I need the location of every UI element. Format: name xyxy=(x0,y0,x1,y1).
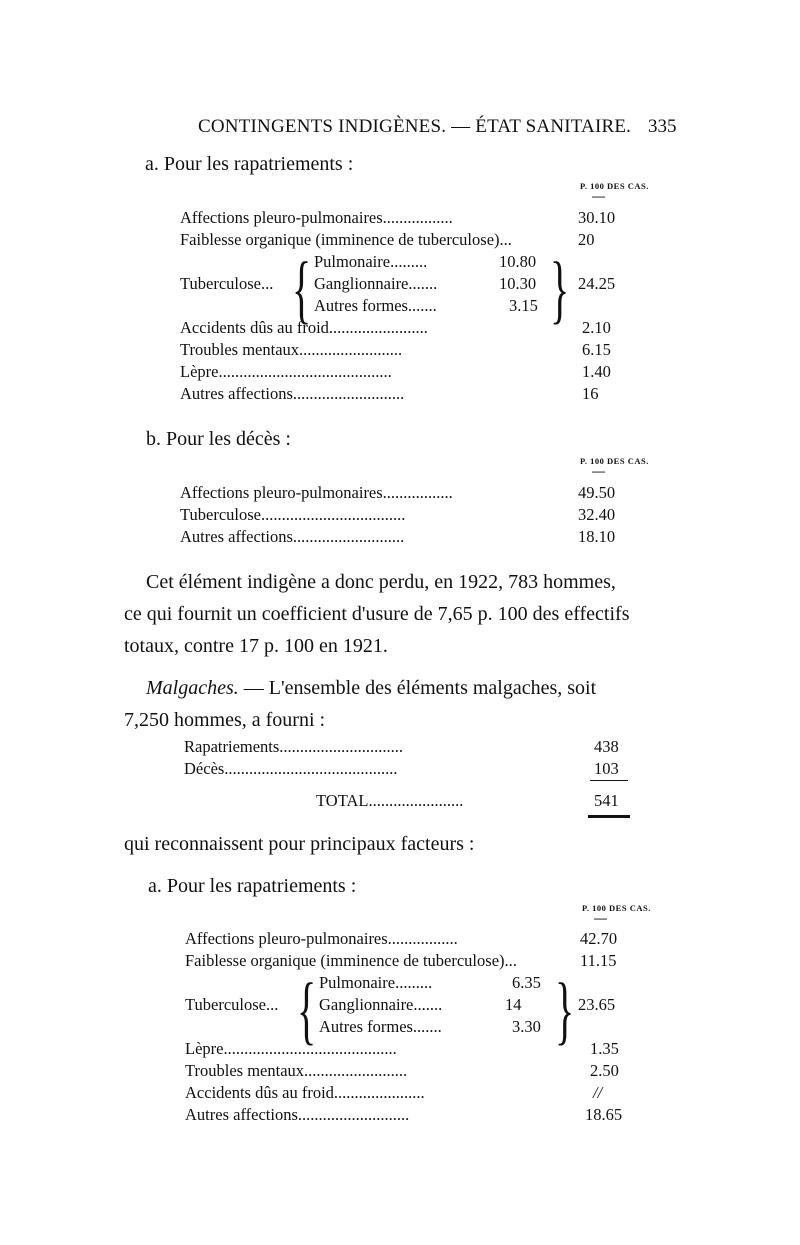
sub-row xyxy=(314,273,554,295)
row-value: 1.35 xyxy=(590,1039,619,1058)
table-row xyxy=(180,339,640,361)
paragraph-line: Cet élément indigène a donc perdu, en 1922, 783 hommes, xyxy=(146,571,616,593)
sub-row-value: 10.80 xyxy=(499,252,537,271)
sub-row xyxy=(319,1016,559,1038)
row-label: Lèpre.......................................... xyxy=(185,1039,397,1058)
tuberculose-total: 23.65 xyxy=(578,995,616,1014)
sub-row-value: 3.30 xyxy=(512,1017,541,1036)
row-label: Accidents dûs au froid...................... xyxy=(185,1083,425,1102)
row-label: Affections pleuro-pulmonaires................. xyxy=(180,483,453,502)
table-row xyxy=(185,1060,645,1082)
table-totals xyxy=(184,736,644,826)
row-value: 6.15 xyxy=(582,340,611,359)
table-row xyxy=(180,504,640,526)
table-s1 xyxy=(180,207,640,407)
row-value: 16 xyxy=(582,384,599,403)
running-title: CONTINGENTS INDIGÈNES. — ÉTAT SANITAIRE. xyxy=(198,116,632,137)
row-label: Faiblesse organique (imminence de tuberculose)... xyxy=(180,230,512,249)
row-value: 2.10 xyxy=(582,318,611,337)
row-label: Troubles mentaux......................... xyxy=(180,340,403,359)
section-title-s1: a. Pour les rapatriements : xyxy=(145,153,354,175)
table-row xyxy=(185,950,645,972)
table-row xyxy=(180,383,640,405)
row-value: 18.65 xyxy=(585,1105,623,1124)
row-value: 1.40 xyxy=(582,362,611,381)
column-header-s2: P. 100 DES CAS. xyxy=(580,456,649,466)
row-value: 11.15 xyxy=(580,951,617,970)
row-value: 2.50 xyxy=(590,1061,619,1080)
right-brace: } xyxy=(550,246,570,332)
sub-row-label: Pulmonaire......... xyxy=(319,973,433,992)
row-label: Affections pleuro-pulmonaires................. xyxy=(180,208,453,227)
table-s2 xyxy=(180,482,640,548)
sub-row xyxy=(319,994,559,1016)
column-header-s3: P. 100 DES CAS. xyxy=(582,903,651,913)
row-label: Faiblesse organique (imminence de tuberculose)... xyxy=(185,951,517,970)
paragraph-line: ce qui fournit un coefficient d'usure de 7,65 p. 100 des effectifs xyxy=(124,603,630,625)
sub-row-value: 14 xyxy=(505,995,522,1014)
row-value: 18.10 xyxy=(578,527,616,546)
total-rule xyxy=(588,815,630,818)
table-row xyxy=(180,229,640,251)
table-row xyxy=(185,928,645,950)
row-value: 49.50 xyxy=(578,483,616,502)
row-label: Accidents dûs au froid........................ xyxy=(180,318,428,337)
tuberculose-label: Tuberculose... xyxy=(185,995,279,1014)
column-dash-s1: — xyxy=(592,188,605,203)
table-row xyxy=(185,1104,645,1126)
section-title-s3: a. Pour les rapatriements : xyxy=(148,875,357,897)
table-row xyxy=(180,317,640,339)
row-label: Affections pleuro-pulmonaires................. xyxy=(185,929,458,948)
table-row xyxy=(180,207,640,229)
sum-rule xyxy=(590,780,628,781)
row-value: 32.40 xyxy=(578,505,616,524)
tuberculose-label: Tuberculose... xyxy=(180,274,274,293)
table-row xyxy=(185,1082,645,1104)
row-label: Autres affections........................... xyxy=(185,1105,410,1124)
tuberculose-total: 24.25 xyxy=(578,274,616,293)
row-label: Tuberculose................................... xyxy=(180,505,406,524)
paragraph-text: — L'ensemble des éléments malgaches, soit xyxy=(238,677,597,699)
row-label: Troubles mentaux......................... xyxy=(185,1061,408,1080)
sub-row-value: 6.35 xyxy=(512,973,541,992)
column-dash-s2: — xyxy=(592,463,605,478)
sub-row-label: Autres formes....... xyxy=(314,296,437,315)
table-row xyxy=(184,736,644,758)
paragraph-line xyxy=(146,672,596,704)
left-brace: { xyxy=(297,967,317,1053)
row-value: 438 xyxy=(594,737,619,756)
table-row xyxy=(184,758,644,780)
total-value: 541 xyxy=(594,791,619,810)
sub-row xyxy=(314,295,554,317)
row-value: // xyxy=(593,1083,603,1102)
section-title-s2: b. Pour les décès : xyxy=(146,428,291,450)
sub-row-value: 3.15 xyxy=(509,296,538,315)
table-s3 xyxy=(185,928,645,1128)
table-row xyxy=(180,482,640,504)
paragraph-line: 7,250 hommes, a fourni : xyxy=(124,709,326,731)
column-header-s1: P. 100 DES CAS. xyxy=(580,181,649,191)
table-row xyxy=(180,526,640,548)
page-number: 335 xyxy=(648,116,677,137)
row-label: Rapatriements.............................. xyxy=(184,737,404,756)
sub-row-label: Autres formes....... xyxy=(319,1017,442,1036)
right-brace: } xyxy=(555,967,575,1053)
row-label: Décès.......................................... xyxy=(184,759,398,778)
table-row xyxy=(180,361,640,383)
sub-row-label: Ganglionnaire....... xyxy=(319,995,443,1014)
paragraph-line: qui reconnaissent pour principaux facteurs : xyxy=(124,833,475,855)
row-label: Autres affections........................... xyxy=(180,527,405,546)
malgaches-lead: Malgaches. xyxy=(146,677,239,699)
sub-row-value: 10.30 xyxy=(499,274,537,293)
row-label: Autres affections........................... xyxy=(180,384,405,403)
sub-row xyxy=(319,972,559,994)
left-brace: { xyxy=(292,246,312,332)
row-value: 103 xyxy=(594,759,619,778)
paragraph-line: totaux, contre 17 p. 100 en 1921. xyxy=(124,635,388,657)
total-label: TOTAL....................... xyxy=(316,791,464,810)
sub-row xyxy=(314,251,554,273)
row-label: Lèpre.......................................... xyxy=(180,362,392,381)
table-row xyxy=(185,1038,645,1060)
row-value: 42.70 xyxy=(580,929,618,948)
row-value: 20 xyxy=(578,230,595,249)
column-dash-s3: — xyxy=(594,910,607,925)
sub-row-label: Ganglionnaire....... xyxy=(314,274,438,293)
sub-row-label: Pulmonaire......... xyxy=(314,252,428,271)
row-value: 30.10 xyxy=(578,208,616,227)
